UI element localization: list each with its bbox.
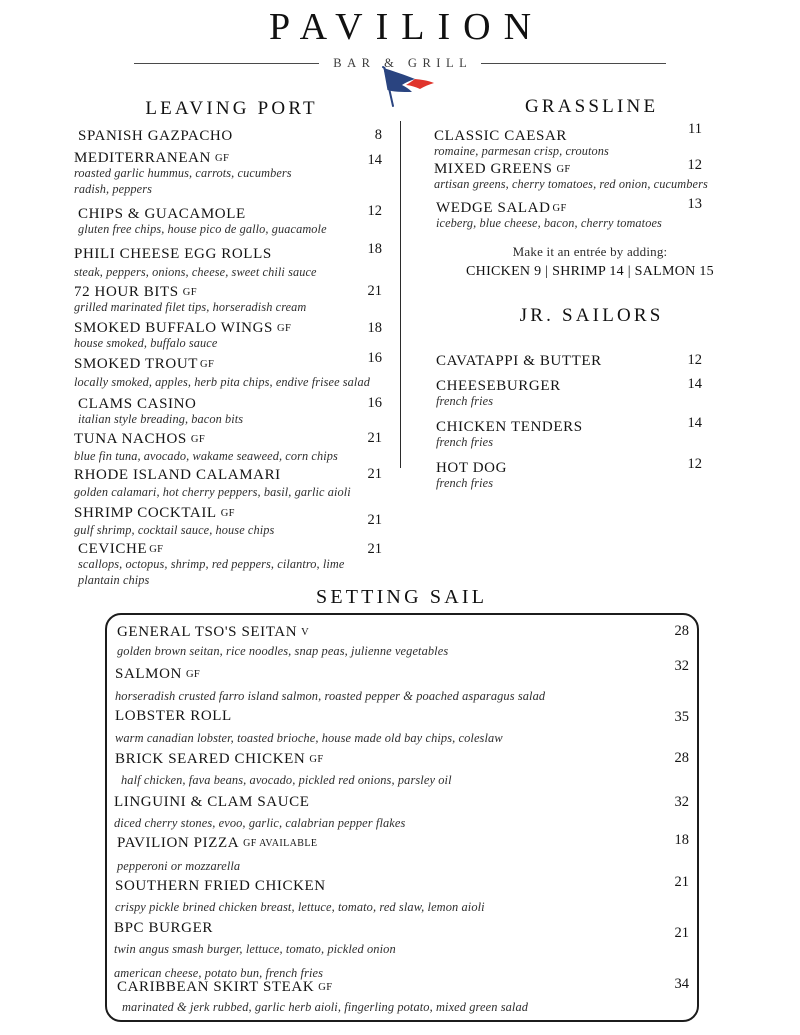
- item-name-text: BRICK SEARED CHICKEN: [115, 751, 306, 767]
- item-price: 12: [687, 157, 702, 173]
- menu-item[interactable]: [434, 128, 609, 160]
- item-name: BPC BURGER: [114, 920, 213, 936]
- menu-item[interactable]: [74, 505, 274, 539]
- diet-tag: GF: [309, 754, 324, 765]
- item-price: 16: [367, 350, 382, 366]
- item-name: [436, 200, 662, 216]
- menu-item[interactable]: [74, 431, 338, 465]
- menu-item[interactable]: [74, 467, 351, 501]
- item-price: 16: [367, 395, 382, 411]
- item-price: 18: [674, 832, 689, 848]
- item-name: CHIPS & GUACAMOLE: [78, 206, 246, 222]
- menu-item[interactable]: [74, 150, 292, 198]
- diet-tag: GF: [552, 203, 567, 214]
- item-name: [115, 666, 545, 683]
- salad-addon-note: [420, 244, 760, 280]
- item-name: [74, 150, 292, 166]
- item-price: 35: [674, 709, 689, 725]
- menu-item[interactable]: [436, 353, 602, 369]
- item-name-text: SMOKED TROUT: [74, 356, 199, 372]
- item-name: PHILI CHEESE EGG ROLLS: [74, 246, 272, 262]
- menu-item[interactable]: [436, 378, 561, 410]
- diet-tag: GF: [190, 434, 206, 445]
- menu-item[interactable]: [74, 284, 306, 316]
- item-price: 32: [674, 794, 689, 810]
- item-name-text: GENERAL TSO'S SEITAN: [117, 624, 298, 640]
- menu-item[interactable]: [117, 835, 317, 874]
- item-description: blue fin tuna, avocado, wakame seaweed, corn chips: [74, 449, 338, 464]
- item-name: SPANISH GAZPACHO: [78, 128, 233, 144]
- item-description: grilled marinated filet tips, horseradish cream: [74, 300, 307, 315]
- item-price: 14: [687, 415, 702, 431]
- diet-tag: GF: [185, 669, 201, 680]
- item-description-2: plantain chips: [78, 572, 150, 587]
- item-name: [74, 356, 370, 372]
- item-name: [117, 979, 528, 996]
- item-price: 18: [367, 320, 382, 336]
- item-description: steak, peppers, onions, cheese, sweet chili sauce: [74, 265, 317, 280]
- item-description-2: american cheese, potato bun, french fries: [114, 966, 324, 981]
- item-description: twin angus smash burger, lettuce, tomato, pickled onion: [114, 942, 396, 956]
- divider-right: [481, 63, 666, 64]
- item-price: 14: [367, 152, 382, 168]
- diet-tag: GF: [556, 164, 571, 175]
- item-description: house smoked, buffalo sauce: [74, 336, 218, 351]
- item-name: LOBSTER ROLL: [115, 708, 232, 724]
- section-heading-grassline: GRASSLINE: [524, 96, 659, 117]
- menu-item[interactable]: [74, 246, 317, 281]
- item-description: romaine, parmesan crisp, croutons: [434, 144, 609, 159]
- addon-note-label: Make it an entrée by adding:: [512, 244, 668, 259]
- diet-tag: GF: [276, 323, 292, 334]
- item-name-text: TUNA NACHOS: [74, 431, 187, 447]
- item-description-2: radish, peppers: [74, 181, 153, 196]
- diet-tag: GF: [214, 153, 230, 164]
- menu-item[interactable]: [78, 128, 233, 144]
- diet-tag: GF: [200, 359, 215, 370]
- diet-tag: GF: [318, 982, 333, 993]
- item-name: [74, 284, 306, 300]
- menu-item[interactable]: [78, 206, 327, 238]
- brand-subtitle: BAR & GRILL: [333, 56, 473, 70]
- item-price: 18: [367, 241, 382, 257]
- diet-tag: GF: [182, 287, 197, 298]
- menu-item[interactable]: [117, 624, 448, 659]
- item-name-text: MEDITERRANEAN: [74, 150, 211, 166]
- diet-tag: V: [301, 627, 310, 638]
- item-name: [117, 624, 448, 641]
- item-name-text: CARIBBEAN SKIRT STEAK: [117, 979, 315, 995]
- item-name: [74, 505, 274, 521]
- addon-options: CHICKEN 9 | SHRIMP 14 | SALMON 15: [466, 264, 714, 279]
- item-name-text: SMOKED BUFFALO WINGS: [74, 320, 273, 336]
- menu-item[interactable]: [78, 541, 344, 589]
- item-price: 21: [367, 512, 382, 528]
- item-description: french fries: [436, 476, 494, 491]
- item-name-text: WEDGE SALAD: [436, 200, 551, 216]
- section-heading-setting-sail: SETTING SAIL: [316, 586, 488, 608]
- item-price: 28: [674, 623, 689, 639]
- item-description: diced cherry stones, evoo, garlic, calabrian pepper flakes: [114, 816, 406, 830]
- item-name: CLASSIC CAESAR: [434, 128, 568, 144]
- item-price: 28: [674, 750, 689, 766]
- item-description: gluten free chips, house pico de gallo, guacamole: [78, 222, 327, 237]
- menu-item[interactable]: [114, 920, 396, 981]
- diet-tag: GF: [149, 544, 164, 555]
- item-price: 21: [674, 925, 689, 941]
- item-description: horseradish crusted farro island salmon, roasted pepper & poached asparagus salad: [115, 689, 546, 703]
- menu-item[interactable]: [78, 396, 243, 428]
- item-name: [117, 835, 317, 852]
- section-heading-leaving-port: LEAVING PORT: [145, 98, 318, 119]
- menu-item[interactable]: [114, 794, 405, 831]
- menu-item[interactable]: [436, 419, 583, 451]
- item-description: golden calamari, hot cherry peppers, basil, garlic aioli: [74, 485, 351, 500]
- item-name-text: SHRIMP COCKTAIL: [74, 505, 217, 521]
- item-price: 12: [687, 352, 702, 368]
- menu-item[interactable]: [74, 356, 370, 391]
- item-name: CHEESEBURGER: [436, 378, 561, 394]
- item-name-text: MIXED GREENS: [434, 161, 553, 177]
- item-description: french fries: [436, 435, 494, 450]
- item-price: 21: [674, 874, 689, 890]
- item-description: pepperoni or mozzarella: [117, 859, 241, 873]
- section-heading-jr-sailors: JR. SAILORS: [519, 305, 664, 326]
- item-name: HOT DOG: [436, 460, 508, 476]
- masthead: [0, 0, 800, 92]
- item-name: CHICKEN TENDERS: [436, 419, 583, 435]
- menu-item[interactable]: [74, 320, 291, 352]
- diet-tag: GF AVAILABLE: [243, 838, 318, 849]
- item-name-text: SALMON: [115, 666, 182, 682]
- item-name-text: PAVILION PIZZA: [117, 835, 240, 851]
- item-price: 21: [367, 541, 382, 557]
- item-name: [115, 751, 452, 768]
- item-name-text: 72 HOUR BITS: [74, 284, 179, 300]
- menu-item[interactable]: [115, 666, 545, 704]
- item-description: half chicken, fava beans, avocado, pickled red onions, parsley oil: [121, 773, 452, 787]
- menu-item[interactable]: [115, 751, 452, 788]
- item-description: crispy pickle brined chicken breast, lettuce, tomato, red slaw, lemon aioli: [115, 900, 485, 914]
- item-price: 8: [374, 127, 382, 143]
- item-description: artisan greens, cherry tomatoes, red onion, cucumbers: [434, 177, 708, 192]
- item-name: LINGUINI & CLAM SAUCE: [114, 794, 310, 810]
- item-price: 14: [687, 376, 702, 392]
- menu-item[interactable]: [117, 979, 528, 1015]
- column-divider: [400, 121, 401, 468]
- item-description: roasted garlic hummus, carrots, cucumbers: [74, 166, 292, 181]
- item-price: 34: [674, 976, 689, 992]
- menu-item[interactable]: [115, 878, 485, 915]
- item-description: french fries: [436, 394, 494, 409]
- item-name: [74, 431, 338, 447]
- item-name: RHODE ISLAND CALAMARI: [74, 467, 281, 483]
- item-price: 21: [367, 466, 382, 482]
- item-name: SOUTHERN FRIED CHICKEN: [115, 878, 326, 894]
- menu-item[interactable]: [436, 200, 662, 232]
- divider-left: [134, 63, 319, 64]
- item-name: CLAMS CASINO: [78, 396, 197, 412]
- menu-item[interactable]: [436, 460, 507, 492]
- item-description: warm canadian lobster, toasted brioche, house made old bay chips, coleslaw: [115, 731, 503, 745]
- item-price: 32: [674, 658, 689, 674]
- menu-item[interactable]: [115, 708, 503, 746]
- item-name: CAVATAPPI & BUTTER: [436, 353, 602, 369]
- item-description: marinated & jerk rubbed, garlic herb aioli, fingerling potato, mixed green salad: [122, 1000, 529, 1014]
- item-price: 11: [688, 121, 702, 137]
- item-description: italian style breading, bacon bits: [78, 412, 244, 427]
- item-price: 12: [367, 203, 382, 219]
- item-price: 13: [687, 196, 702, 212]
- item-price: 21: [367, 430, 382, 446]
- item-name: [74, 320, 291, 336]
- item-description: locally smoked, apples, herb pita chips, endive frisee salad: [74, 375, 370, 390]
- item-description: iceberg, blue cheese, bacon, cherry tomatoes: [436, 216, 662, 231]
- item-description: gulf shrimp, cocktail sauce, house chips: [74, 523, 275, 538]
- diet-tag: GF: [220, 508, 235, 519]
- item-description: golden brown seitan, rice noodles, snap peas, julienne vegetables: [117, 644, 449, 658]
- item-price: 21: [367, 283, 382, 299]
- item-name-text: CEVICHE: [78, 541, 148, 557]
- item-price: 12: [687, 456, 702, 472]
- item-description: scallops, octopus, shrimp, red peppers, cilantro, lime: [78, 557, 345, 572]
- page-title: PAVILION: [268, 6, 545, 48]
- item-name: [78, 541, 344, 557]
